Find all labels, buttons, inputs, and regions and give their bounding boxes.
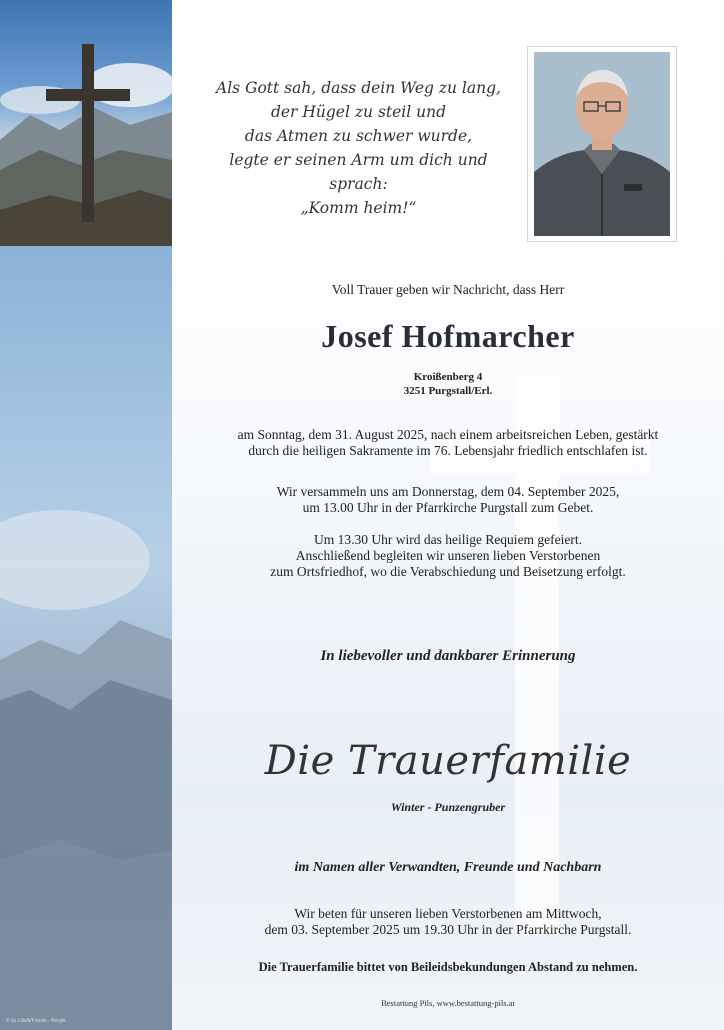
gathering-line: Wir versammeln uns am Donnerstag, dem 04. September 2025, — [276, 484, 620, 499]
portrait-illustration — [534, 52, 670, 236]
poem-line: das Atmen zu schwer wurde, — [244, 127, 473, 145]
cross-icon — [82, 44, 94, 222]
address — [172, 370, 724, 398]
poem-line: Als Gott sah, dass dein Weg zu lang, — [216, 79, 501, 97]
gathering-paragraph — [172, 484, 724, 516]
requiem-line: Um 13.30 Uhr wird das heilige Requiem gefeiert. — [313, 532, 583, 547]
address-street: Kroißenberg 4 — [413, 371, 483, 383]
requiem-paragraph — [172, 532, 724, 580]
death-line: durch die heiligen Sakramente im 76. Lebensjahr friedlich entschlafen ist. — [248, 443, 648, 458]
relatives-line: im Namen aller Verwandten, Freunde und Nachbarn — [294, 860, 602, 875]
requiem-line: zum Ortsfriedhof, wo die Verabschiedung und Beisetzung erfolgt. — [270, 564, 626, 579]
family-title: Die Trauerfamilie — [264, 738, 632, 784]
prayer-paragraph — [172, 906, 724, 938]
portrait-photo — [534, 52, 670, 236]
prayer-line: dem 03. September 2025 um 19.30 Uhr in der Pfarrkirche Purgstall. — [264, 922, 632, 937]
poem-line: der Hügel zu steil und — [270, 103, 447, 121]
side-landscape-image — [0, 0, 172, 1030]
poem-line: „Komm heim!“ — [300, 199, 417, 217]
death-line: am Sonntag, dem 31. August 2025, nach einem arbeitsreichen Leben, gestärkt — [237, 427, 659, 442]
landscape-illustration — [0, 0, 172, 1030]
remembrance-line: In liebevoller und dankbarer Erinnerung — [320, 648, 576, 664]
family-names: Winter - Punzengruber — [390, 800, 506, 814]
image-credit: © by LiliaN/Fotolia - Bergkr. — [6, 1018, 67, 1024]
prayer-line: Wir beten für unseren lieben Verstorbenen am Mittwoch, — [294, 906, 602, 921]
intro-text: Voll Trauer geben wir Nachricht, dass Herr — [331, 282, 565, 297]
funeral-home-footer: Bestattung Pils, www.bestattung-pils.at — [381, 998, 515, 1008]
address-city: 3251 Purgstall/Erl. — [403, 385, 493, 397]
condolence-request: Die Trauerfamilie bittet von Beileidsbekundungen Abstand zu nehmen. — [258, 960, 638, 974]
portrait-frame — [527, 46, 677, 242]
poem-line: sprach: — [329, 175, 388, 193]
gathering-line: um 13.00 Uhr in der Pfarrkirche Purgstall zum Gebet. — [302, 500, 594, 515]
death-notice-paragraph — [172, 427, 724, 459]
memorial-poem — [196, 76, 521, 220]
requiem-line: Anschließend begleiten wir unseren lieben Verstorbenen — [295, 548, 601, 563]
poem-line: legte er seinen Arm um dich und — [229, 151, 488, 169]
deceased-name: Josef Hofmarcher — [321, 318, 575, 354]
